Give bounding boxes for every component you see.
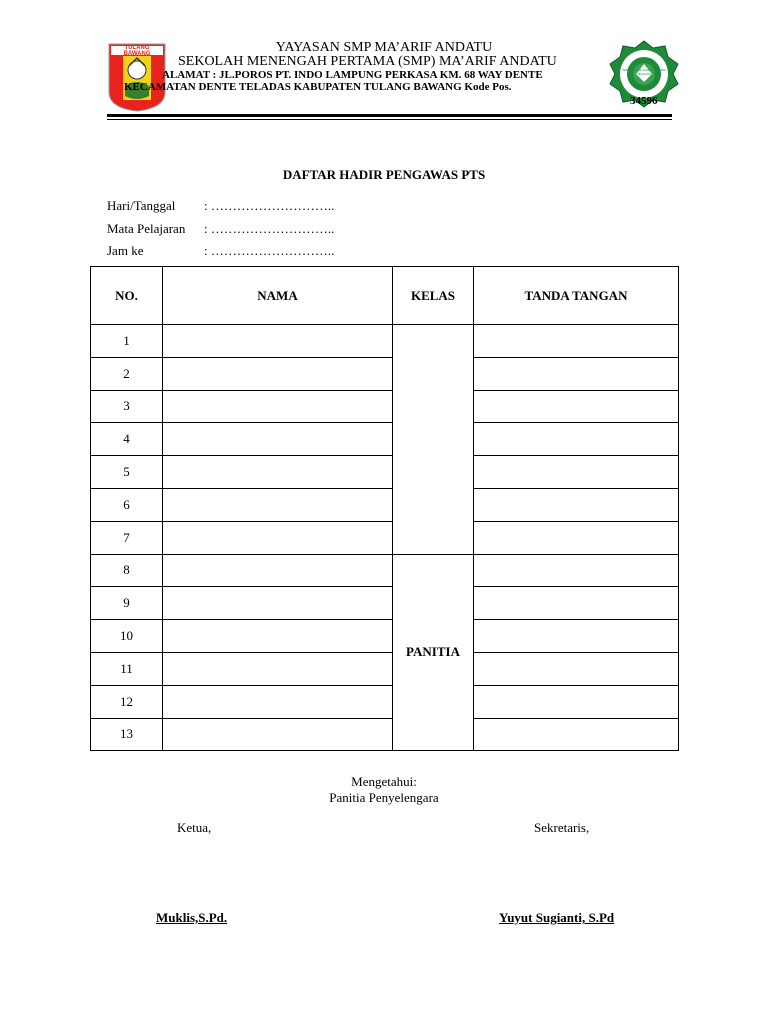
table-row — [91, 456, 679, 489]
acknowledged-label: Mengetahui: — [351, 774, 417, 789]
row-number: 12 — [91, 685, 163, 718]
foundation-name: YAYASAN SMP MA’ARIF ANDATU — [275, 40, 493, 55]
field-value: : ……………………….. — [204, 243, 335, 258]
row-number: 10 — [91, 620, 163, 653]
row-number: 5 — [91, 456, 163, 489]
school-logo-text: SMP MA'ARIF ANDATU DENTE TELADAS — [622, 68, 666, 76]
attendance-table — [90, 266, 679, 751]
secretary-title: Sekretaris, — [534, 820, 590, 835]
col-header-no: NO. — [91, 267, 163, 325]
signature-cell[interactable] — [474, 357, 679, 390]
name-cell[interactable] — [163, 488, 393, 521]
table-row — [91, 357, 679, 390]
row-number: 8 — [91, 554, 163, 587]
name-cell[interactable] — [163, 456, 393, 489]
name-cell[interactable] — [163, 554, 393, 587]
table-row — [91, 521, 679, 554]
signature-cell[interactable] — [474, 554, 679, 587]
secretary-name: Yuyut Sugianti, S.Pd — [499, 910, 615, 925]
table-row — [91, 390, 679, 423]
header-rule-thick — [107, 114, 672, 117]
signature-cell[interactable] — [474, 587, 679, 620]
class-cell-panitia: PANITIA — [393, 554, 474, 751]
table-row — [91, 423, 679, 456]
school-district: KECAMATAN DENTE TELADAS KABUPATEN TULANG BAWANG Kode Pos. — [124, 81, 512, 93]
row-number: 11 — [91, 652, 163, 685]
regency-logo-label: TULANG BAWANG — [123, 45, 151, 57]
field-value: : ……………………….. — [204, 198, 335, 213]
row-number: 1 — [91, 325, 163, 358]
field-subject — [107, 221, 334, 237]
table-row — [91, 652, 679, 685]
row-number: 7 — [91, 521, 163, 554]
row-number: 9 — [91, 587, 163, 620]
table-row — [91, 718, 679, 751]
row-number: 4 — [91, 423, 163, 456]
signature-cell[interactable] — [474, 390, 679, 423]
signature-cell[interactable] — [474, 521, 679, 554]
signature-cell[interactable] — [474, 488, 679, 521]
col-header-class: KELAS — [393, 267, 474, 325]
signature-cell[interactable] — [474, 456, 679, 489]
signature-cell[interactable] — [474, 620, 679, 653]
chair-title: Ketua, — [177, 820, 212, 835]
signature-cell[interactable] — [474, 652, 679, 685]
row-number: 3 — [91, 390, 163, 423]
name-cell[interactable] — [163, 423, 393, 456]
row-number: 6 — [91, 488, 163, 521]
row-number: 13 — [91, 718, 163, 751]
table-row — [91, 685, 679, 718]
signature-cell[interactable] — [474, 718, 679, 751]
chair-name: Muklis,S.Pd. — [156, 910, 228, 925]
signature-cell[interactable] — [474, 325, 679, 358]
name-cell[interactable] — [163, 521, 393, 554]
col-header-name: NAMA — [163, 267, 393, 325]
postal-code: 34596 — [630, 95, 658, 107]
name-cell[interactable] — [163, 685, 393, 718]
committee-label: Panitia Penyelengara — [329, 790, 439, 805]
field-label: Hari/Tanggal — [107, 198, 176, 213]
field-period — [107, 243, 334, 259]
name-cell[interactable] — [163, 390, 393, 423]
name-cell[interactable] — [163, 652, 393, 685]
school-address: ALAMAT : JL.POROS PT. INDO LAMPUNG PERKASA KM. 68 WAY DENTE — [162, 69, 543, 81]
school-name: SEKOLAH MENENGAH PERTAMA (SMP) MA’ARIF ANDATU — [178, 54, 557, 69]
field-value: : ……………………….. — [204, 221, 335, 236]
table-row — [91, 620, 679, 653]
document-title: DAFTAR HADIR PENGAWAS PTS — [282, 167, 486, 182]
class-cell-empty — [393, 325, 474, 555]
field-label: Jam ke — [107, 243, 144, 258]
name-cell[interactable] — [163, 357, 393, 390]
table-header-row — [91, 267, 679, 325]
name-cell[interactable] — [163, 587, 393, 620]
table-row — [91, 587, 679, 620]
table-row — [91, 325, 679, 358]
signature-cell[interactable] — [474, 685, 679, 718]
col-header-signature: TANDA TANGAN — [474, 267, 679, 325]
name-cell[interactable] — [163, 325, 393, 358]
row-number: 2 — [91, 357, 163, 390]
table-row — [91, 488, 679, 521]
field-date — [107, 198, 334, 214]
name-cell[interactable] — [163, 718, 393, 751]
field-label: Mata Pelajaran — [107, 221, 186, 236]
table-row — [91, 554, 679, 587]
name-cell[interactable] — [163, 620, 393, 653]
signature-cell[interactable] — [474, 423, 679, 456]
header-rule-thin — [107, 119, 672, 120]
